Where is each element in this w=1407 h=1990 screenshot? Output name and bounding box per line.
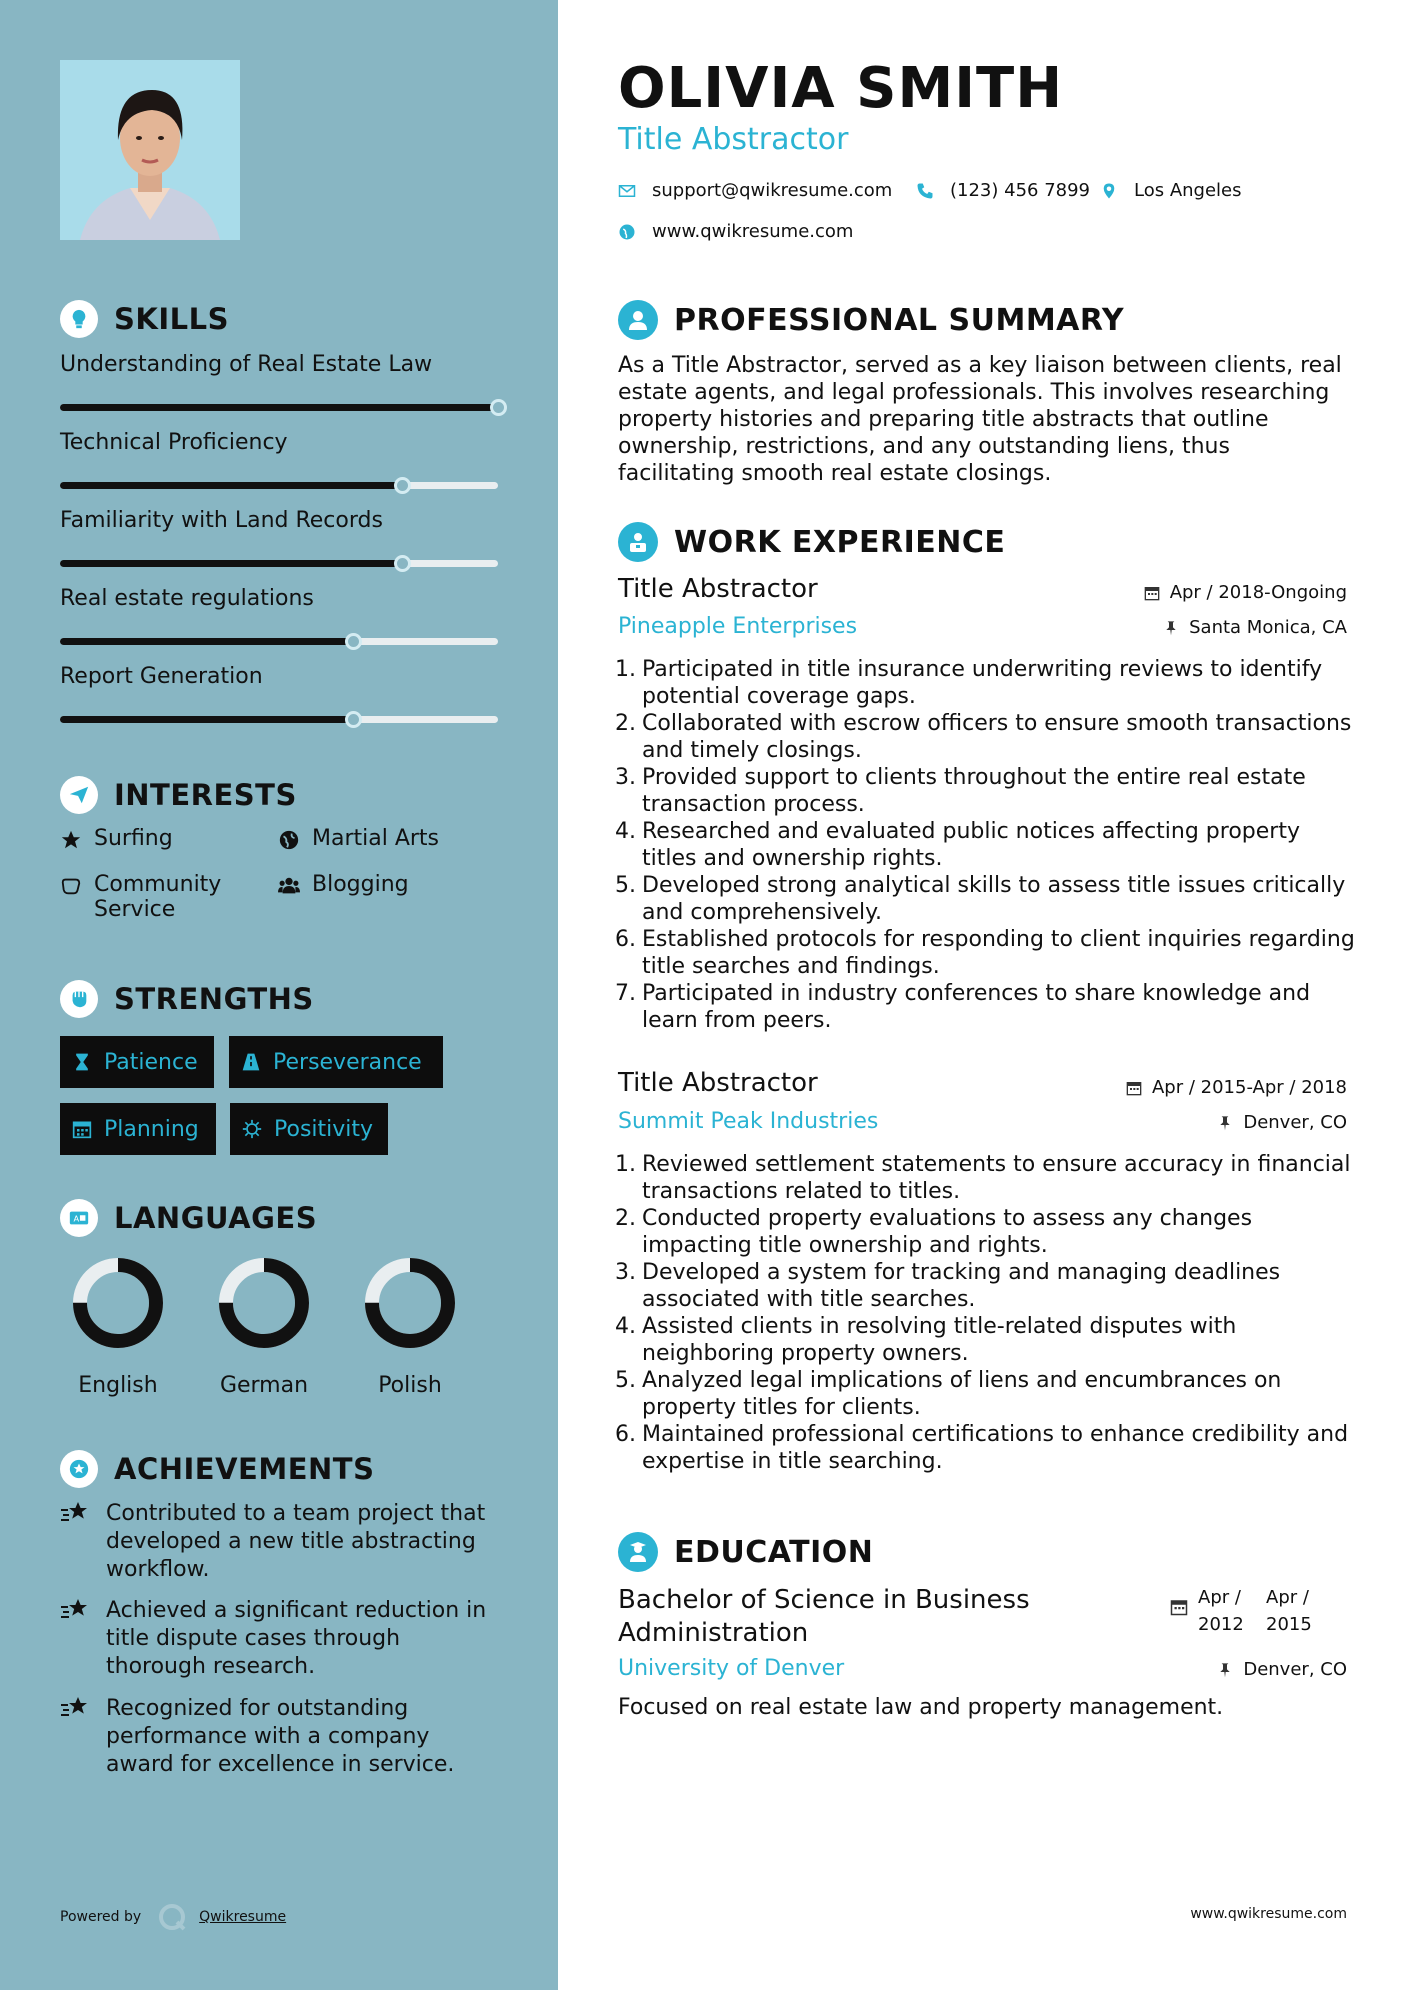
list-item: 1. Reviewed settlement statements to ensure accuracy in financial transactions related to titles. bbox=[610, 1151, 1355, 1205]
language-item bbox=[58, 1253, 178, 1398]
job-location-text: Santa Monica, CA bbox=[1189, 617, 1347, 638]
interest-item bbox=[60, 872, 260, 922]
bullet-text: Collaborated with escrow officers to ensure smooth transactions and timely closings. bbox=[642, 711, 1352, 763]
globe-icon bbox=[278, 829, 300, 851]
interest-item bbox=[278, 872, 409, 897]
education-description: Focused on real estate law and property management. bbox=[618, 1695, 1224, 1720]
candidate-title: Title Abstractor bbox=[618, 122, 849, 157]
bullet-text: Researched and evaluated public notices affecting property titles and ownership rights. bbox=[642, 819, 1300, 871]
calendar-icon bbox=[1144, 585, 1160, 601]
strength-chip bbox=[60, 1103, 216, 1155]
paper-plane-icon bbox=[60, 776, 98, 814]
school-name: University of Denver bbox=[618, 1656, 845, 1681]
skill-bar-fill bbox=[60, 716, 353, 723]
road-icon bbox=[241, 1052, 261, 1072]
strength-chip bbox=[229, 1036, 443, 1088]
candidate-name: OLIVIA SMITH bbox=[618, 56, 1064, 121]
bullet-text: Participated in title insurance underwriting reviews to identify potential coverage gaps. bbox=[642, 657, 1323, 709]
skill-label: Understanding of Real Estate Law bbox=[60, 352, 433, 377]
skill-bar-fill bbox=[60, 560, 402, 567]
skill-bar bbox=[60, 560, 498, 567]
list-item: 3. Developed a system for tracking and managing deadlines associated with title searches. bbox=[610, 1259, 1355, 1313]
achievement-item bbox=[60, 1597, 500, 1681]
skill-item bbox=[60, 352, 500, 377]
language-label: English bbox=[78, 1373, 158, 1398]
job-role: Title Abstractor bbox=[618, 574, 818, 604]
qwikresume-link[interactable]: Qwikresume bbox=[199, 1909, 287, 1925]
contact-website[interactable] bbox=[618, 221, 853, 242]
bullet-text: Developed a system for tracking and managing deadlines associated with title searches. bbox=[642, 1260, 1281, 1312]
summary-text: As a Title Abstractor, served as a key liaison between clients, real estate agents, and legal professionals. This involves researching property histories and preparing title abstracts that outline ownership, restrictions, and any outstanding liens, thus facilitating smooth real estate closings. bbox=[618, 353, 1342, 486]
award-star-icon bbox=[60, 1450, 98, 1488]
skill-bar-knob bbox=[490, 399, 507, 416]
skill-item bbox=[60, 586, 500, 611]
bullet-text: Established protocols for responding to client inquiries regarding title searches and findings. bbox=[642, 927, 1355, 979]
list-item: 2. Conducted property evaluations to assess any changes impacting title ownership and rights. bbox=[610, 1205, 1355, 1259]
skill-bar-fill bbox=[60, 638, 353, 645]
achievement-item bbox=[60, 1695, 500, 1779]
list-item: 4. Researched and evaluated public notices affecting property titles and ownership rights. bbox=[610, 818, 1355, 872]
sun-icon bbox=[242, 1119, 262, 1139]
calendar-icon bbox=[1126, 1080, 1142, 1096]
strength-chip bbox=[230, 1103, 388, 1155]
website-text: www.qwikresume.com bbox=[652, 221, 854, 242]
skill-bar bbox=[60, 638, 498, 645]
shooting-star-icon bbox=[60, 1695, 92, 1721]
calendar-icon bbox=[72, 1119, 92, 1139]
skill-bar-knob bbox=[394, 477, 411, 494]
interest-label: Surfing bbox=[94, 826, 173, 851]
interest-item bbox=[278, 826, 439, 851]
skill-bar-knob bbox=[394, 555, 411, 572]
contact-email[interactable] bbox=[618, 180, 892, 201]
skills-title: SKILLS bbox=[114, 302, 229, 336]
star-icon bbox=[60, 829, 82, 851]
language-label: German bbox=[219, 1373, 309, 1398]
end-date bbox=[1266, 1584, 1334, 1638]
phone-icon bbox=[916, 182, 934, 200]
fist-icon bbox=[60, 980, 98, 1018]
interest-item bbox=[60, 826, 173, 851]
list-item: 7. Participated in industry conferences to share knowledge and learn from peers. bbox=[610, 980, 1355, 1034]
skill-label: Technical Proficiency bbox=[60, 430, 288, 455]
globe-icon bbox=[618, 223, 636, 241]
job-bullets bbox=[610, 656, 1355, 1034]
hand-icon bbox=[60, 875, 82, 897]
language-icon bbox=[60, 1199, 98, 1237]
profile-photo bbox=[60, 60, 240, 240]
envelope-icon bbox=[618, 182, 636, 200]
skill-item bbox=[60, 508, 500, 533]
summary-header bbox=[618, 300, 1124, 340]
list-item: 4. Assisted clients in resolving title-related disputes with neighboring property owners. bbox=[610, 1313, 1355, 1367]
sidebar bbox=[0, 0, 558, 1990]
bullet-text: Conducted property evaluations to assess any changes impacting title ownership and rights. bbox=[642, 1206, 1253, 1258]
interest-label: Martial Arts bbox=[312, 826, 440, 851]
interest-label: Community Service bbox=[94, 872, 222, 922]
achievements-header bbox=[60, 1450, 374, 1488]
skill-bar bbox=[60, 404, 498, 411]
user-icon bbox=[618, 300, 658, 340]
language-ring bbox=[360, 1253, 460, 1353]
skill-bar-knob bbox=[345, 711, 362, 728]
contact-phone[interactable] bbox=[916, 180, 1090, 201]
language-ring bbox=[214, 1253, 314, 1353]
job-dates bbox=[1126, 1077, 1347, 1098]
svg-text:A: A bbox=[73, 1213, 80, 1224]
start-month: Apr / bbox=[1198, 1587, 1241, 1608]
skill-bar bbox=[60, 716, 498, 723]
list-item: 5. Developed strong analytical skills to assess title issues critically and comprehensively. bbox=[610, 872, 1355, 926]
bullet-text: Participated in industry conferences to share knowledge and learn from peers. bbox=[642, 981, 1311, 1033]
list-item: 6. Maintained professional certifications to enhance credibility and expertise in title searching. bbox=[610, 1421, 1355, 1475]
lightbulb-icon bbox=[60, 300, 98, 338]
education-location bbox=[1217, 1659, 1347, 1680]
language-item bbox=[204, 1253, 324, 1398]
languages-title: LANGUAGES bbox=[114, 1201, 318, 1235]
powered-by-label: Powered by bbox=[60, 1909, 142, 1925]
job-location bbox=[1217, 1112, 1347, 1133]
strength-chip bbox=[60, 1036, 214, 1088]
contact-location bbox=[1100, 180, 1242, 201]
job-dates-text: Apr / 2015-Apr / 2018 bbox=[1151, 1077, 1347, 1098]
language-label: Polish bbox=[378, 1373, 442, 1398]
strength-label: Patience bbox=[104, 1049, 198, 1075]
qwikresume-logo-icon bbox=[157, 1902, 187, 1932]
bullet-text: Assisted clients in resolving title-related disputes with neighboring property owners. bbox=[642, 1314, 1237, 1366]
pushpin-icon bbox=[1163, 620, 1179, 636]
list-item: 1. Participated in title insurance underwriting reviews to identify potential coverage gaps. bbox=[610, 656, 1355, 710]
achievement-text: Recognized for outstanding performance with a company award for excellence in service. bbox=[106, 1696, 455, 1777]
skill-bar-knob bbox=[345, 633, 362, 650]
degree-title: Bachelor of Science in Business Administration bbox=[618, 1585, 1030, 1648]
bullet-text: Analyzed legal implications of liens and encumbrances on property titles for clients. bbox=[642, 1368, 1282, 1420]
summary-title: PROFESSIONAL SUMMARY bbox=[674, 302, 1125, 338]
education-location-text: Denver, CO bbox=[1243, 1659, 1347, 1680]
hourglass-icon bbox=[72, 1052, 92, 1072]
job-bullets bbox=[610, 1151, 1355, 1475]
pushpin-icon bbox=[1217, 1115, 1233, 1131]
achievement-text: Contributed to a team project that developed a new title abstracting workflow. bbox=[106, 1501, 486, 1582]
education-header bbox=[618, 1532, 873, 1572]
shooting-star-icon bbox=[60, 1597, 92, 1623]
bullet-text: Provided support to clients throughout the entire real estate transaction process. bbox=[642, 765, 1306, 817]
email-text: support@qwikresume.com bbox=[652, 180, 893, 201]
skills-header bbox=[60, 300, 229, 338]
briefcase-user-icon bbox=[618, 522, 658, 562]
end-year: 2015 bbox=[1266, 1614, 1312, 1635]
list-item: 5. Analyzed legal implications of liens and encumbrances on property titles for clients. bbox=[610, 1367, 1355, 1421]
job-company: Pineapple Enterprises bbox=[618, 614, 858, 639]
job-dates-text: Apr / 2018-Ongoing bbox=[1169, 582, 1347, 603]
language-ring bbox=[68, 1253, 168, 1353]
bullet-text: Developed strong analytical skills to assess title issues critically and comprehensively. bbox=[642, 873, 1346, 925]
graduate-icon bbox=[618, 1532, 658, 1572]
list-item: 2. Collaborated with escrow officers to ensure smooth transactions and timely closings. bbox=[610, 710, 1355, 764]
map-pin-icon bbox=[1100, 182, 1118, 200]
list-item: 6. Established protocols for responding to client inquiries regarding title searches and findings. bbox=[615, 927, 1355, 979]
languages-header bbox=[60, 1199, 317, 1237]
job-role: Title Abstractor bbox=[618, 1068, 818, 1098]
job-location bbox=[1163, 617, 1347, 638]
achievements-title: ACHIEVEMENTS bbox=[114, 1452, 375, 1486]
strength-label: Positivity bbox=[274, 1116, 374, 1142]
skill-bar bbox=[60, 482, 498, 489]
interests-header bbox=[60, 776, 297, 814]
bullet-text: Reviewed settlement statements to ensure accuracy in financial transactions related to titles. bbox=[642, 1152, 1351, 1204]
skill-label: Report Generation bbox=[60, 664, 263, 689]
education-dates bbox=[1170, 1584, 1334, 1638]
skill-bar-fill bbox=[60, 404, 498, 411]
calendar-icon bbox=[1170, 1598, 1188, 1616]
location-text: Los Angeles bbox=[1134, 180, 1242, 201]
strengths-header bbox=[60, 980, 314, 1018]
footer-url[interactable]: www.qwikresume.com bbox=[1190, 1906, 1347, 1922]
achievement-text: Achieved a significant reduction in title dispute cases through thorough research. bbox=[106, 1598, 487, 1679]
start-year: 2012 bbox=[1198, 1614, 1244, 1635]
shooting-star-icon bbox=[60, 1500, 92, 1526]
pushpin-icon bbox=[1217, 1662, 1233, 1678]
interest-label: Blogging bbox=[312, 872, 409, 897]
users-icon bbox=[278, 875, 300, 897]
education-title: EDUCATION bbox=[674, 1534, 874, 1570]
achievement-item bbox=[60, 1500, 500, 1584]
job-company: Summit Peak Industries bbox=[618, 1109, 879, 1134]
list-item: 3. Provided support to clients throughout the entire real estate transaction process. bbox=[610, 764, 1355, 818]
interests-title: INTERESTS bbox=[114, 778, 297, 812]
bullet-text: Maintained professional certifications to enhance credibility and expertise in title searching. bbox=[642, 1422, 1349, 1474]
experience-title: WORK EXPERIENCE bbox=[674, 524, 1006, 560]
strengths-title: STRENGTHS bbox=[114, 982, 314, 1016]
skill-label: Familiarity with Land Records bbox=[60, 508, 383, 533]
language-item bbox=[350, 1253, 470, 1398]
phone-text: (123) 456 7899 bbox=[950, 180, 1091, 201]
end-month: Apr / bbox=[1266, 1587, 1309, 1608]
job-location-text: Denver, CO bbox=[1243, 1112, 1347, 1133]
powered-by bbox=[60, 1902, 286, 1932]
skill-label: Real estate regulations bbox=[60, 586, 314, 611]
start-date bbox=[1198, 1584, 1266, 1638]
skill-item bbox=[60, 664, 500, 689]
strength-label: Perseverance bbox=[273, 1049, 422, 1075]
job-dates bbox=[1144, 582, 1347, 603]
skill-bar-fill bbox=[60, 482, 402, 489]
experience-header bbox=[618, 522, 1005, 562]
strength-label: Planning bbox=[104, 1116, 199, 1142]
skill-item bbox=[60, 430, 500, 455]
